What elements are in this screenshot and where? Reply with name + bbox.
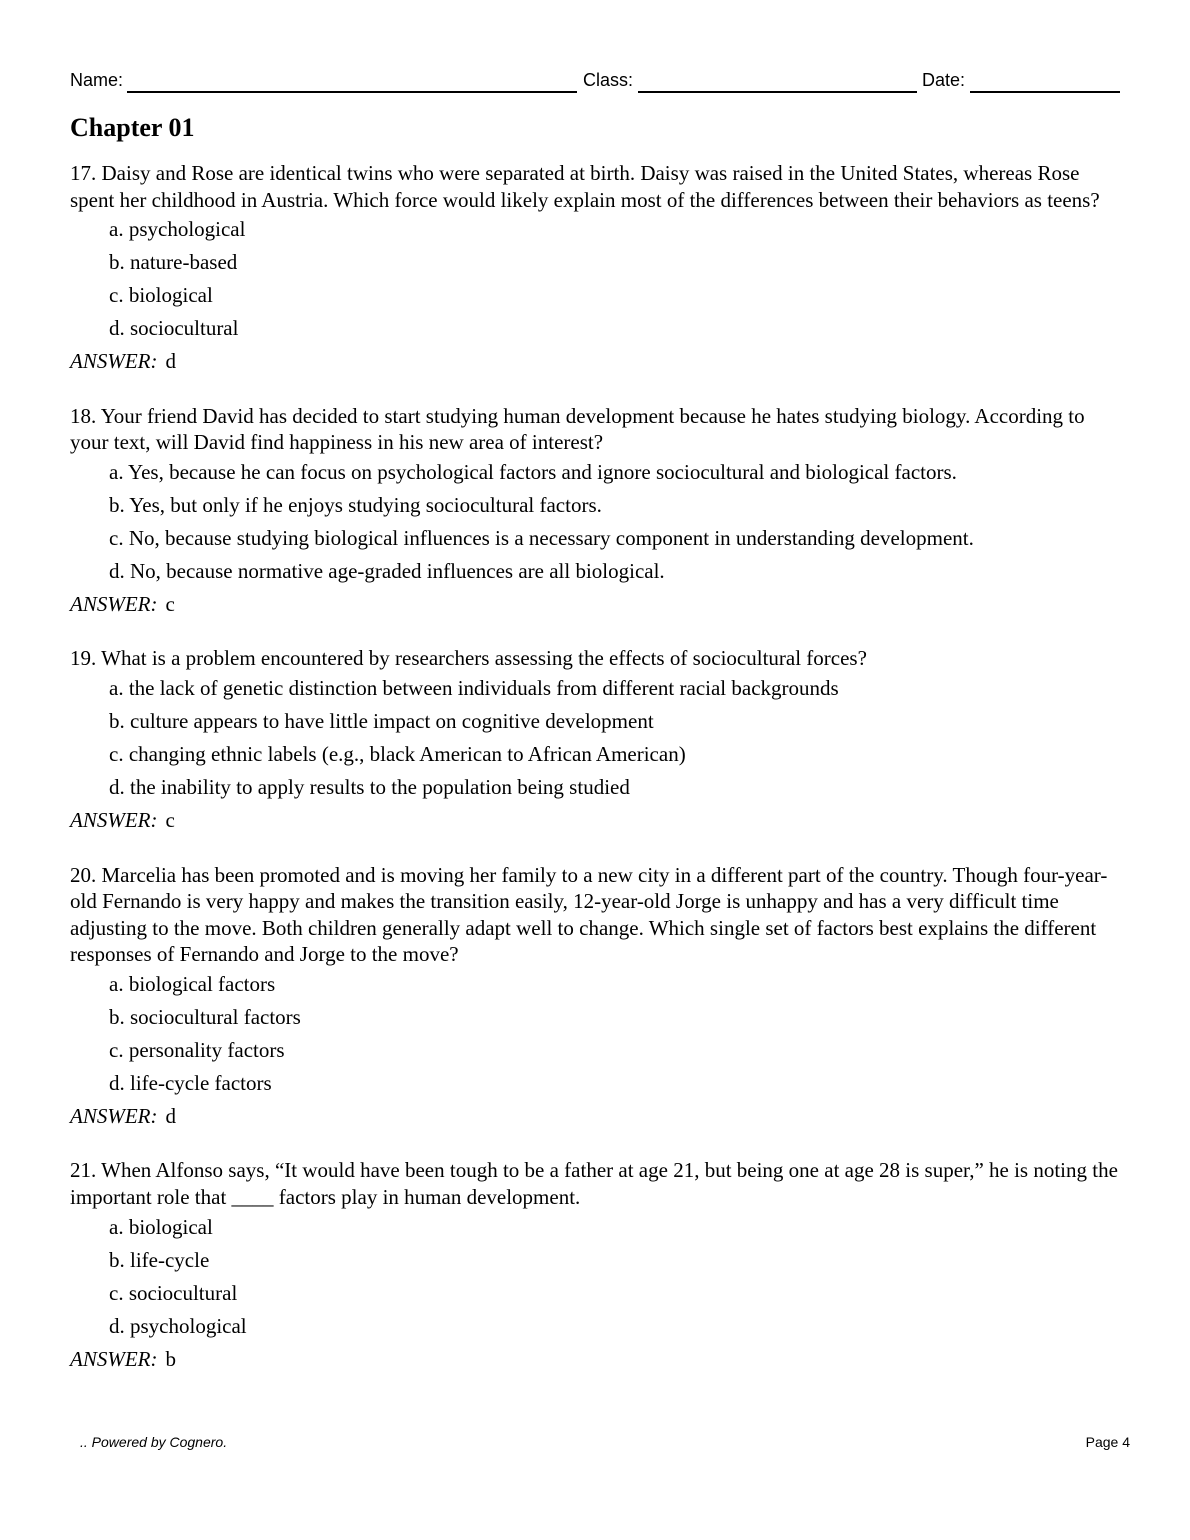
chapter-title: Chapter 01 [70, 113, 195, 142]
answer-options [70, 971, 1122, 1097]
answer-label: ANSWER: [70, 349, 158, 374]
option-b: b. sociocultural factors [109, 1004, 301, 1029]
option-a: a. the lack of genetic distinction between individuals from different racial backgrounds [109, 676, 839, 701]
question-number: 20. [70, 862, 97, 887]
option-d: d. the inability to apply results to the population being studied [109, 774, 630, 799]
question-number: 18. [70, 403, 97, 428]
option-b: b. nature-based [109, 250, 238, 275]
name-field-line [127, 91, 577, 93]
option-c: c. changing ethnic labels (e.g., black American to African American) [109, 742, 686, 766]
question-17 [70, 160, 1122, 375]
answer-line [70, 1103, 1122, 1130]
option-b: b. life-cycle [109, 1247, 210, 1272]
question-20 [70, 862, 1122, 1130]
option-d: d. No, because normative age-graded influences are all biological. [109, 558, 665, 583]
option-b: b. culture appears to have little impact on cognitive development [109, 709, 654, 734]
question-text: When Alfonso says, “It would have been tough to be a father at age 21, but being one at age 28 is super,” he is noting the important role that ____ factors play in human development. [70, 1158, 1118, 1210]
question-stem [70, 160, 1122, 213]
question-21 [70, 1157, 1122, 1372]
question-19 [70, 645, 1122, 833]
answer-value: b [165, 1346, 176, 1371]
answer-value: c [165, 807, 175, 832]
option-c: c. biological [109, 283, 213, 308]
answer-options [70, 1214, 1122, 1340]
answer-label: ANSWER: [70, 1103, 158, 1128]
answer-options [70, 675, 1122, 801]
question-stem [70, 645, 1122, 672]
answer-options [70, 216, 1122, 342]
option-c: c. sociocultural [109, 1280, 238, 1305]
option-d: d. life-cycle factors [109, 1070, 272, 1095]
answer-label: ANSWER: [70, 1346, 158, 1371]
question-number: 21. [70, 1158, 97, 1183]
page-number: Page 4 [1085, 1434, 1130, 1450]
answer-line [70, 807, 1122, 834]
question-stem [70, 862, 1122, 968]
option-a: a. biological [109, 1214, 213, 1239]
answer-line [70, 348, 1122, 375]
option-a: a. biological factors [109, 971, 276, 996]
answer-label: ANSWER: [70, 591, 158, 616]
answer-options [70, 459, 1122, 585]
option-a: a. Yes, because he can focus on psychological factors and ignore sociocultural and biological factors. [109, 459, 957, 484]
question-text: Your friend David has decided to start studying human development because he hates studying biology. According to your text, will David find happiness in his new area of interest? [70, 403, 1085, 455]
question-stem [70, 403, 1122, 456]
date-label: Date: [922, 70, 966, 90]
option-a: a. psychological [109, 217, 246, 242]
answer-value: d [165, 1103, 176, 1128]
question-18 [70, 403, 1122, 618]
option-d: d. sociocultural [109, 316, 239, 341]
answer-value: c [165, 591, 175, 616]
option-b: b. Yes, but only if he enjoys studying sociocultural factors. [109, 492, 602, 517]
question-stem [70, 1157, 1122, 1210]
question-number: 17. [70, 161, 97, 185]
option-c: c. No, because studying biological influences is a necessary component in understanding development. [109, 525, 974, 550]
date-field-line [970, 91, 1120, 93]
class-field-line [638, 91, 917, 93]
question-text: Marcelia has been promoted and is moving her family to a new city in a different part of the country. Though four-year-old Fernando is very happy and makes the transition easily, 12-year-old Jorge is unhappy and has a very difficult time adjusting to the move. Both children generally adapt well to change. Which single set of factors best explains the different responses of Fernando and Jorge to the move? [70, 862, 1108, 967]
option-c: c. personality factors [109, 1037, 285, 1062]
answer-line [70, 1346, 1122, 1373]
question-list [70, 160, 1122, 1400]
option-d: d. psychological [109, 1313, 247, 1338]
answer-line [70, 591, 1122, 618]
class-label: Class: [583, 70, 634, 90]
question-text: What is a problem encountered by researchers assessing the effects of sociocultural forces? [101, 646, 867, 671]
powered-by-footer: .. Powered by Cognero. [80, 1434, 228, 1450]
name-label: Name: [70, 70, 124, 90]
header-fields [70, 70, 1120, 96]
answer-label: ANSWER: [70, 807, 158, 832]
question-text: Daisy and Rose are identical twins who were separated at birth. Daisy was raised in the United States, whereas Rose spent her childhood in Austria. Which force would likely explain most of the differences between their behaviors as teens? [70, 161, 1100, 212]
question-number: 19. [70, 646, 97, 671]
answer-value: d [165, 349, 176, 374]
